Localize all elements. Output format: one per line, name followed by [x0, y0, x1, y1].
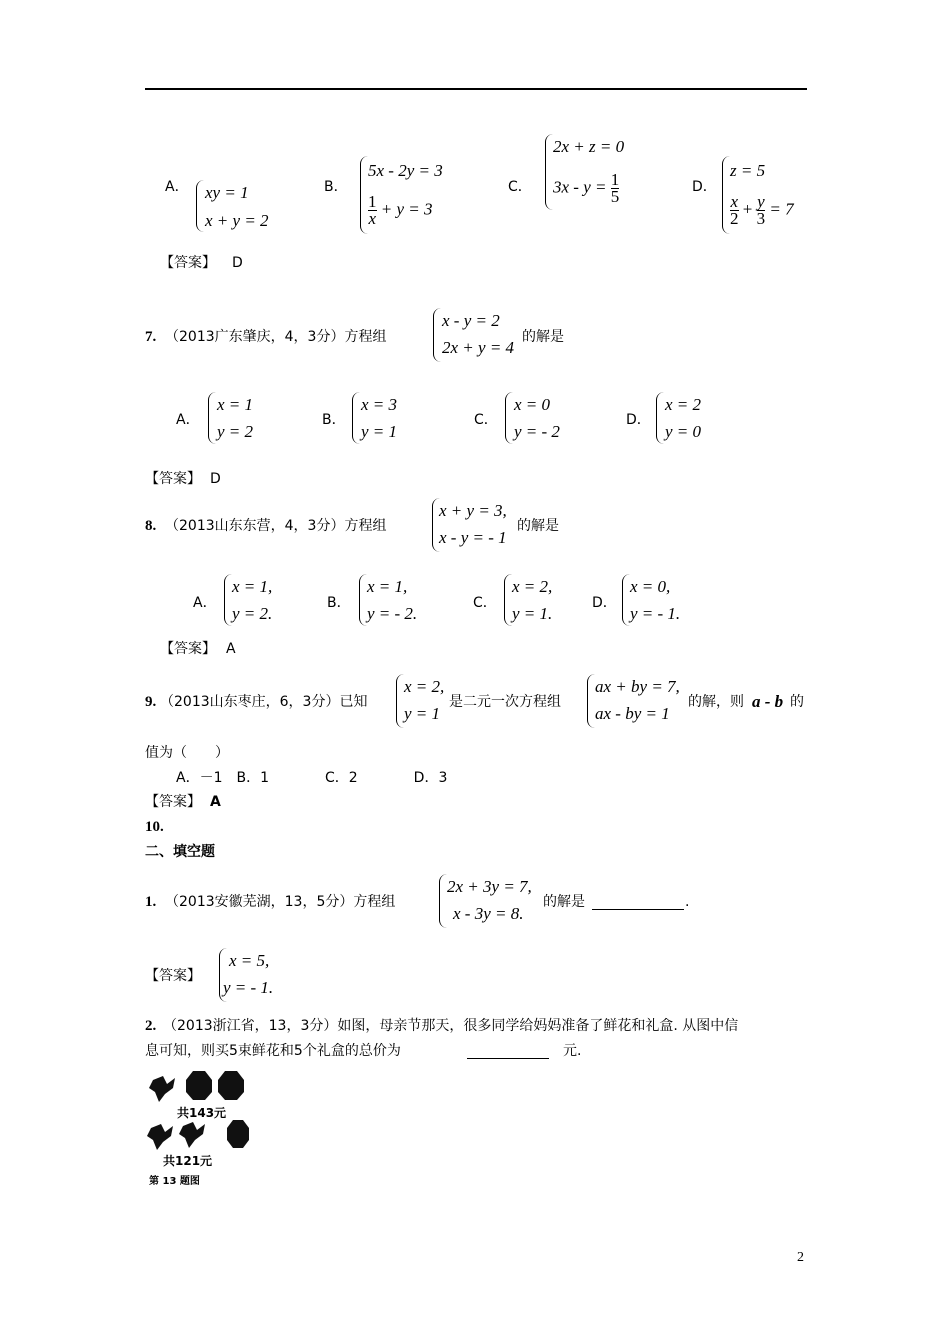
equation-line: xy = 1: [205, 183, 249, 202]
equation-system: [545, 134, 655, 214]
question-tail: 的解是: [522, 329, 564, 345]
option-label: B．: [327, 595, 351, 611]
equation-line: x - y = 2: [442, 311, 500, 330]
equation-line: x + y = 2: [205, 211, 269, 230]
equation-line: x - y = - 1: [439, 528, 507, 547]
question-source: （2013山东东营，4，3分）方程组: [165, 518, 387, 534]
question-text: 息可知，则买5束鲜花和5个礼盒的总价为: [145, 1043, 401, 1059]
period: .: [685, 894, 690, 910]
equation-system: x = 2 y = 0: [656, 392, 716, 448]
option-label: A．: [165, 179, 189, 195]
equation-system: [432, 498, 522, 554]
gift-box-icon: [227, 1120, 249, 1148]
equation-system: x = 1 y = 2: [208, 392, 268, 448]
question-line2: 值为（ ）: [145, 745, 229, 761]
option-label: D．: [592, 595, 617, 611]
option-label: B．: [322, 412, 346, 428]
option-label: A．: [193, 595, 217, 611]
question-tail: 的解是: [517, 518, 559, 534]
question-number: 7.: [145, 329, 157, 345]
answer-value: D: [232, 255, 243, 271]
equation-system: x = 1, y = 2.: [224, 574, 294, 630]
question-source: （2013广东肇庆，4，3分）方程组: [165, 329, 387, 345]
question-mid: 是二元一次方程组: [449, 694, 561, 710]
option-label: A．: [176, 412, 200, 428]
question-text: 元.: [563, 1043, 582, 1059]
option-label: C．: [474, 412, 498, 428]
answer-tag: 【答案】: [145, 968, 201, 984]
equation-system: ax + by = 7, ax - by = 1: [587, 674, 687, 730]
equation-line: 3x - y =: [553, 177, 607, 197]
equation-system: x = 0, y = - 1.: [622, 574, 702, 630]
fraction: $\frac{1}{x}$: [368, 192, 377, 228]
equation-system: 2x + 3y = 7, x - 3y = 8.: [439, 874, 544, 930]
equation-system: x = 2, y = 1.: [504, 574, 574, 630]
equation-line: 2x + y = 4: [442, 338, 515, 357]
fraction: $\frac{x}{2}$: [730, 192, 739, 228]
fraction: $\frac{y}{3}$: [756, 192, 766, 228]
fraction: $\frac{1}{5}$: [610, 170, 620, 206]
flower-icon: [149, 1076, 175, 1102]
option-label: C．: [508, 179, 532, 195]
figure-caption: 第 13 题图: [149, 1176, 200, 1187]
equation-system: z = 5 $\frac{x}{2}$ + $\frac{y}{3}$ = 7: [722, 156, 822, 236]
answer-system: x = 5, y = - 1.: [219, 948, 289, 1004]
equation-system: [433, 308, 528, 364]
question-tail: 的解是: [543, 894, 585, 910]
question-tail: 的解，则: [688, 694, 744, 710]
equation-line: x + y = 3,: [439, 501, 507, 520]
equation-system: x = 1, y = - 2.: [359, 574, 439, 630]
equation-line: z = 5: [730, 161, 766, 180]
figure-label: 共121元: [163, 1154, 213, 1168]
equation-system: [360, 156, 470, 236]
answer-tag: 【答案】: [160, 641, 216, 657]
question-number: 9.: [145, 694, 157, 710]
answer-blank: [592, 893, 684, 910]
section-title: 二、填空题: [145, 844, 215, 860]
question-number: 8.: [145, 518, 157, 534]
answer-value: A: [210, 794, 221, 810]
question-number: 10.: [145, 819, 164, 835]
equation-line: 5x - 2y = 3: [368, 161, 443, 180]
answer-blank: [467, 1042, 549, 1059]
equation-system: x = 0 y = - 2: [505, 392, 580, 448]
answer-tag: 【答案】: [145, 794, 201, 810]
equation-line: 2x + z = 0: [553, 137, 625, 156]
question-source: （2013安徽芜湖，13，5分）方程组: [165, 894, 396, 910]
option-label: C．: [473, 595, 497, 611]
question-number: 1.: [145, 894, 157, 910]
equation-line: + y = 3: [380, 199, 433, 219]
figure: [145, 1068, 255, 1188]
answer-value: D: [210, 471, 221, 487]
choices: A．－1 B．1 C．2 D．3: [176, 770, 448, 786]
equation-system: x = 2, y = 1: [396, 674, 454, 730]
equation-system: x = 3 y = 1: [352, 392, 412, 448]
header-rule: [145, 88, 807, 90]
answer-tag: 【答案】: [160, 255, 216, 271]
question-tail: 的: [790, 694, 804, 710]
option-label: D．: [692, 179, 717, 195]
figure-label: 共143元: [177, 1106, 227, 1120]
equation-line: = 7: [769, 199, 794, 219]
gift-box-icon: [218, 1071, 244, 1100]
gift-box-icon: [186, 1071, 212, 1100]
expression: a - b: [752, 692, 784, 711]
question-number: 2.: [145, 1018, 157, 1034]
answer-value: A: [226, 641, 236, 657]
question-text: （2013浙江省，13，3分）如图，母亲节那天，很多同学给妈妈准备了鲜花和礼盒. 从图中信: [163, 1018, 739, 1034]
option-label: B．: [324, 179, 348, 195]
option-label: D．: [626, 412, 651, 428]
answer-tag: 【答案】: [145, 471, 201, 487]
question-source: （2013山东枣庄，6，3分）已知: [160, 694, 368, 710]
equation-system: [196, 180, 286, 236]
flower-icon: [147, 1124, 173, 1150]
page-number: 2: [797, 1250, 804, 1265]
flower-icon: [179, 1122, 205, 1148]
